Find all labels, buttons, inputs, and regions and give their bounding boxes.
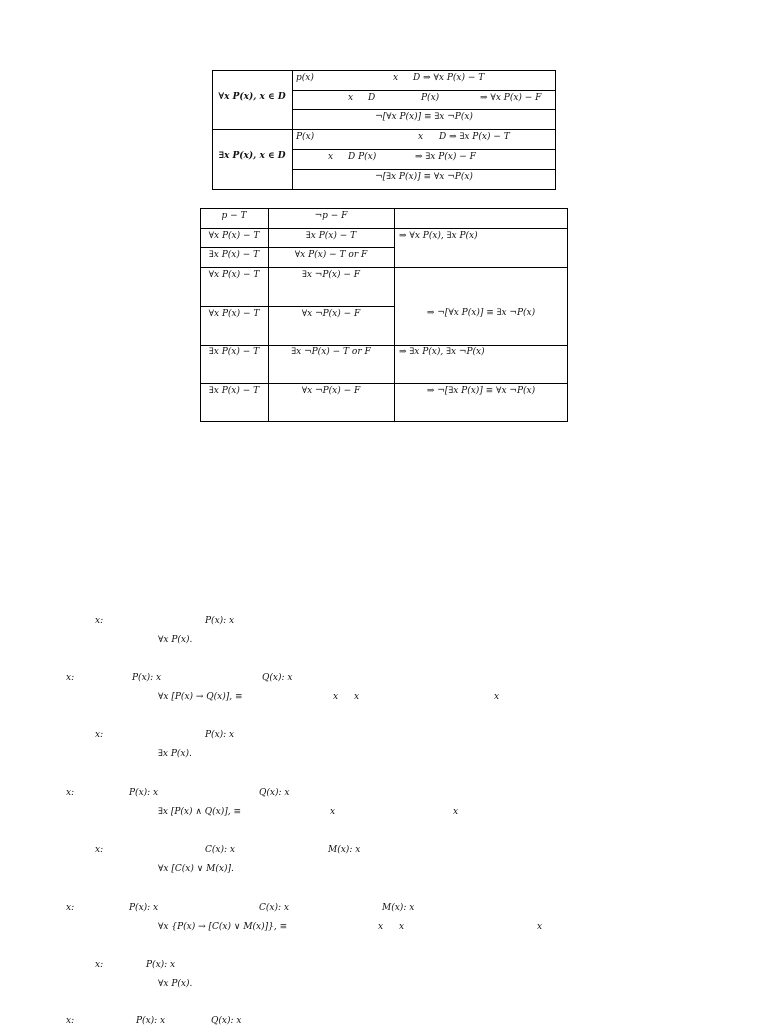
table-divider bbox=[200, 228, 568, 229]
example-variable: x bbox=[453, 807, 459, 817]
table-divider bbox=[292, 90, 556, 91]
example-predicate: P(x): x bbox=[205, 616, 235, 626]
table-header: ¬p − F bbox=[314, 211, 348, 221]
example-variable: x bbox=[378, 922, 384, 932]
example-predicate: Q(x): x bbox=[259, 788, 290, 798]
table-divider bbox=[200, 306, 394, 307]
table-divider bbox=[200, 267, 568, 268]
table-conclusion: ⇒ ∀x P(x), ∃x P(x) bbox=[399, 231, 478, 241]
table-cell: P(x) bbox=[421, 93, 440, 103]
example-domain: x: bbox=[95, 616, 104, 626]
table-cell: ⇒ ∀x P(x) − F bbox=[480, 93, 542, 103]
table-cell: ∀x P(x) − T bbox=[208, 270, 260, 280]
example-variable: x bbox=[537, 922, 543, 932]
table-cell: ∃x P(x) − T bbox=[208, 250, 260, 260]
table-divider bbox=[200, 247, 394, 248]
example-formula: ∀x [P(x) → Q(x)], ≡ bbox=[158, 692, 243, 702]
table-cell: D bbox=[368, 93, 376, 103]
example-domain: x: bbox=[66, 903, 75, 913]
example-predicate: Q(x): x bbox=[211, 1016, 242, 1026]
universal-quantifier-heading: ∀x P(x), x ∈ D bbox=[218, 92, 286, 102]
example-predicate: M(x): x bbox=[328, 845, 361, 855]
table-cell: ∃x P(x) − T bbox=[305, 231, 357, 241]
example-formula: ∃x [P(x) ∧ Q(x)], ≡ bbox=[158, 807, 242, 817]
example-predicate: P(x): x bbox=[132, 673, 162, 683]
example-predicate: M(x): x bbox=[382, 903, 415, 913]
table-cell: ∀x P(x) − T or F bbox=[294, 250, 368, 260]
example-variable: x bbox=[333, 692, 339, 702]
example-formula: ∀x P(x). bbox=[158, 635, 193, 645]
table-cell: x bbox=[418, 132, 424, 142]
example-formula: ∀x {P(x) → [C(x) ∨ M(x)]}, ≡ bbox=[158, 922, 288, 932]
example-predicate: Q(x): x bbox=[262, 673, 293, 683]
table-divider bbox=[200, 383, 568, 384]
table-conclusion: ⇒ ¬[∃x P(x)] ≡ ∀x ¬P(x) bbox=[426, 386, 536, 396]
table-cell: ⇒ ∃x P(x) − F bbox=[415, 152, 476, 162]
table-cell: D ⇒ ∃x P(x) − T bbox=[439, 132, 510, 142]
table-cell: ∃x ¬P(x) − F bbox=[301, 270, 361, 280]
example-domain: x: bbox=[95, 845, 104, 855]
table-cell: ∃x P(x) − T bbox=[208, 386, 260, 396]
example-formula: ∀x [C(x) ∨ M(x)]. bbox=[158, 864, 234, 874]
table-divider bbox=[292, 149, 556, 150]
example-variable: x bbox=[399, 922, 405, 932]
table-cell: ∀x P(x) − T bbox=[208, 231, 260, 241]
example-variable: x bbox=[494, 692, 500, 702]
example-predicate: P(x): x bbox=[146, 960, 176, 970]
table-cell: x bbox=[393, 73, 399, 83]
existential-quantifier-heading: ∃x P(x), x ∈ D bbox=[218, 151, 286, 161]
example-variable: x bbox=[330, 807, 336, 817]
negation-rule: ¬[∀x P(x)] ≡ ∃x ¬P(x) bbox=[375, 112, 473, 122]
example-domain: x: bbox=[66, 788, 75, 798]
table-cell: ∃x ¬P(x) − T or F bbox=[291, 347, 371, 357]
table-cell: P(x) bbox=[296, 132, 315, 142]
table-divider bbox=[292, 169, 556, 170]
table-cell: D P(x) bbox=[348, 152, 377, 162]
table-cell: x bbox=[328, 152, 334, 162]
table-conclusion: ⇒ ∃x P(x), ∃x ¬P(x) bbox=[399, 347, 485, 357]
table-cell: D ⇒ ∀x P(x) − T bbox=[413, 73, 485, 83]
example-predicate: P(x): x bbox=[129, 903, 159, 913]
example-domain: x: bbox=[66, 1016, 75, 1026]
example-predicate: P(x): x bbox=[205, 730, 235, 740]
example-domain: x: bbox=[95, 960, 104, 970]
table-cell: x bbox=[348, 93, 354, 103]
example-predicate: P(x): x bbox=[129, 788, 159, 798]
example-predicate: P(x): x bbox=[136, 1016, 166, 1026]
table-conclusion: ⇒ ¬[∀x P(x)] ≡ ∃x ¬P(x) bbox=[426, 308, 536, 318]
example-formula: ∀x P(x). bbox=[158, 979, 193, 989]
table-cell: ∀x P(x) − T bbox=[208, 309, 260, 319]
table-cell: ∃x P(x) − T bbox=[208, 347, 260, 357]
example-predicate: C(x): x bbox=[205, 845, 235, 855]
table-cell: p(x) bbox=[296, 73, 314, 83]
example-variable: x bbox=[354, 692, 360, 702]
table-divider bbox=[200, 345, 568, 346]
table-header: p − T bbox=[221, 211, 247, 221]
example-domain: x: bbox=[66, 673, 75, 683]
table-divider bbox=[292, 109, 556, 110]
negation-rule: ¬[∃x P(x)] ≡ ∀x ¬P(x) bbox=[375, 172, 473, 182]
table-cell: ∀x ¬P(x) − F bbox=[301, 309, 361, 319]
example-domain: x: bbox=[95, 730, 104, 740]
example-formula: ∃x P(x). bbox=[158, 749, 192, 759]
table-cell: ∀x ¬P(x) − F bbox=[301, 386, 361, 396]
table-divider bbox=[212, 129, 556, 130]
example-predicate: C(x): x bbox=[259, 903, 289, 913]
